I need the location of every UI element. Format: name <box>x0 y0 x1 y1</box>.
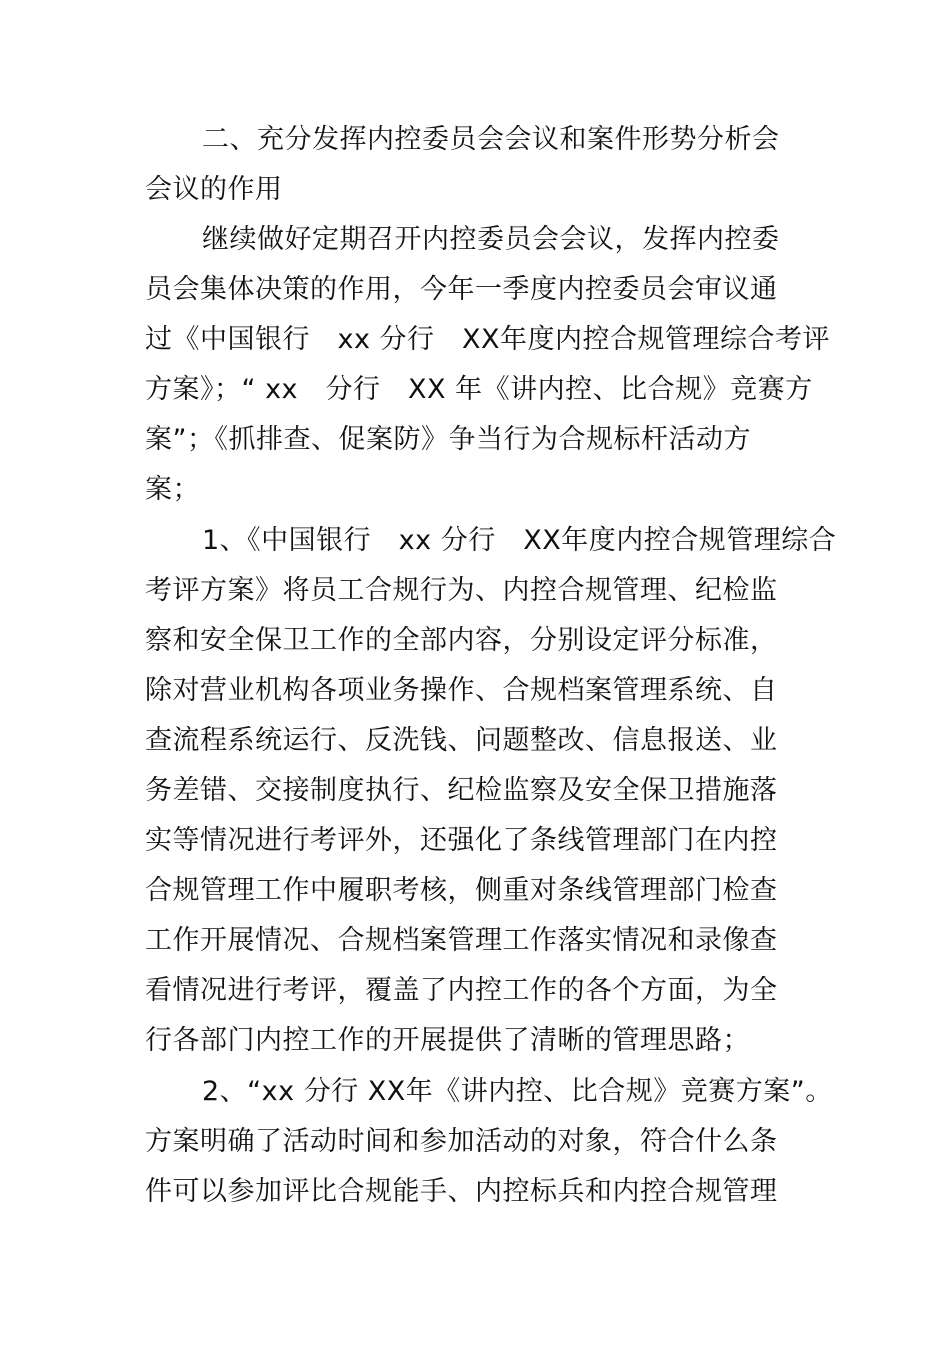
paragraph-2-line-6: 务差错、交接制度执行、纪检监察及安全保卫措施落 <box>145 775 778 806</box>
paragraph-1-line-6: 案； <box>145 474 200 505</box>
section-heading-line-1: 二、充分发挥内控委员会会议和案件形势分析会 <box>202 124 780 155</box>
paragraph-2-line-10: 看情况进行考评，覆盖了内控工作的各个方面，为全 <box>145 975 778 1006</box>
paragraph-2-line-3: 察和安全保卫工作的全部内容，分别设定评分标准， <box>145 625 778 656</box>
section-heading-line-2: 会议的作用 <box>145 174 283 205</box>
paragraph-3-line-3: 件可以参加评比合规能手、内控标兵和内控合规管理 <box>145 1176 778 1207</box>
paragraph-1-line-1: 继续做好定期召开内控委员会会议，发挥内控委 <box>202 224 780 255</box>
paragraph-2-line-8: 合规管理工作中履职考核，侧重对条线管理部门检查 <box>145 875 778 906</box>
paragraph-1-line-4: 方案》；“ xx 分行 XX 年《讲内控、比合规》竞赛方 <box>145 374 813 405</box>
paragraph-2-line-9: 工作开展情况、合规档案管理工作落实情况和录像查 <box>145 925 778 956</box>
paragraph-2-line-7: 实等情况进行考评外，还强化了条线管理部门在内控 <box>145 825 778 856</box>
paragraph-3-line-2: 方案明确了活动时间和参加活动的对象，符合什么条 <box>145 1126 778 1157</box>
paragraph-1-line-5: 案”；《抓排查、促案防》争当行为合规标杆活动方 <box>145 424 751 455</box>
paragraph-3-line-1: 2、“xx 分行 XX年《讲内控、比合规》竞赛方案”。 <box>202 1076 833 1107</box>
paragraph-1-line-3: 过《中国银行 xx 分行 XX年度内控合规管理综合考评 <box>145 324 831 355</box>
paragraph-1-line-2: 员会集体决策的作用，今年一季度内控委员会审议通 <box>145 274 778 305</box>
paragraph-2-line-5: 查流程系统运行、反洗钱、问题整改、信息报送、业 <box>145 725 778 756</box>
paragraph-2-line-4: 除对营业机构各项业务操作、合规档案管理系统、自 <box>145 675 778 706</box>
paragraph-2-line-11: 行各部门内控工作的开展提供了清晰的管理思路； <box>145 1025 750 1056</box>
paragraph-2-line-1: 1、《中国银行 xx 分行 XX年度内控合规管理综合 <box>202 525 837 556</box>
paragraph-2-line-2: 考评方案》将员工合规行为、内控合规管理、纪检监 <box>145 575 778 606</box>
